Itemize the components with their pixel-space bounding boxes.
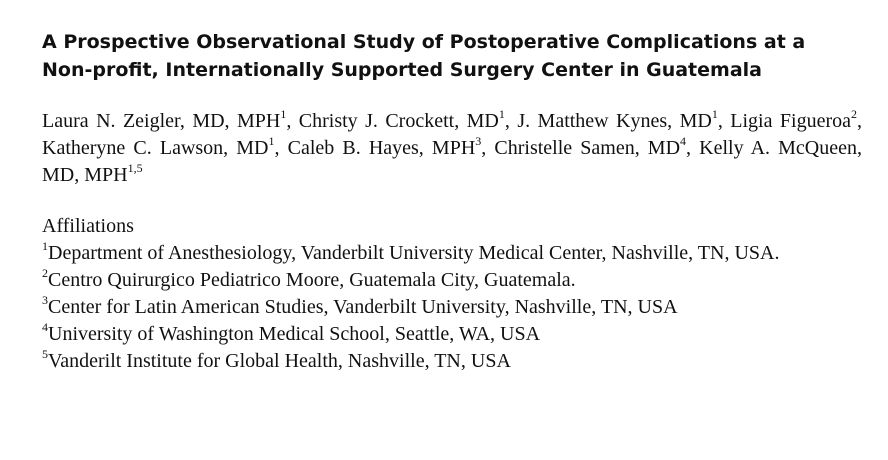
- author-name: Christelle Samen, MD: [494, 137, 681, 159]
- affiliation-text: Vanderilt Institute for Global Health, Nashville, TN, USA: [48, 350, 511, 372]
- affiliation-mark: 4: [42, 320, 48, 335]
- affiliation-item: [42, 240, 862, 267]
- author-affiliation-mark: 1: [280, 107, 287, 122]
- author-affiliation-mark: 1: [268, 134, 275, 149]
- affiliation-text: Centro Quirurgico Pediatrico Moore, Guatemala City, Guatemala.: [48, 269, 576, 291]
- affiliations-section: [42, 213, 862, 375]
- author-name: Kelly A. McQueen, MD, MPH: [42, 137, 862, 186]
- author: [298, 107, 505, 132]
- author: [494, 134, 687, 159]
- author-name: Christy J. Crockett, MD: [298, 110, 499, 132]
- affiliation-text: Department of Anesthesiology, Vanderbilt University Medical Center, Nashville, TN, USA.: [48, 242, 780, 264]
- author-name: J. Matthew Kynes, MD: [517, 110, 712, 132]
- author-affiliation-mark: 1,5: [127, 161, 143, 176]
- paper-header: [42, 28, 862, 375]
- author-name: Laura N. Zeigler, MD, MPH: [42, 110, 281, 132]
- affiliation-item: [42, 321, 862, 348]
- paper-title: A Prospective Observational Study of Postoperative Complications at a Non-profit, Internationally Supported Surgery Center in Guatemala: [42, 31, 806, 81]
- author-affiliation-mark: 3: [475, 134, 482, 149]
- author: [517, 107, 718, 132]
- affiliation-mark: 1: [42, 239, 48, 254]
- affiliations-heading: Affiliations: [42, 215, 134, 237]
- affiliation-item: [42, 348, 862, 375]
- author-affiliation-mark: 4: [680, 134, 687, 149]
- author-list: Laura N. Zeigler, MD, MPH$^1$, Christy J. Crockett, $MD^1$, J. Matthew Kynes, $MD^1$, Ligia Figueroa$^2$, Katheryne C. Lawson, $MD^1$, Caleb B. Hayes, MPH$^3$, Christelle Samen, $MD^4$, Kelly A. McQueen, MD, MPH$^{1,5}$: [42, 107, 863, 186]
- affiliation-mark: 2: [42, 266, 48, 281]
- author: [42, 134, 275, 159]
- author-name: Ligia Figueroa: [730, 110, 852, 132]
- affiliation-text: University of Washington Medical School, Seattle, WA, USA: [48, 323, 541, 345]
- author-affiliation-mark: 2: [851, 107, 858, 122]
- author: [42, 107, 287, 132]
- author-affiliation-mark: 1: [711, 107, 718, 122]
- author-affiliation-mark: 1: [498, 107, 505, 122]
- author: [287, 134, 482, 159]
- affiliation-mark: 5: [42, 347, 48, 362]
- author-name: Katheryne C. Lawson, MD: [42, 137, 269, 159]
- affiliation-item: [42, 294, 862, 321]
- affiliation-mark: 3: [42, 293, 48, 308]
- author-name: Caleb B. Hayes, MPH: [287, 137, 476, 159]
- affiliation-text: Center for Latin American Studies, Vanderbilt University, Nashville, TN, USA: [48, 296, 678, 318]
- author: [730, 107, 858, 132]
- affiliation-item: [42, 267, 862, 294]
